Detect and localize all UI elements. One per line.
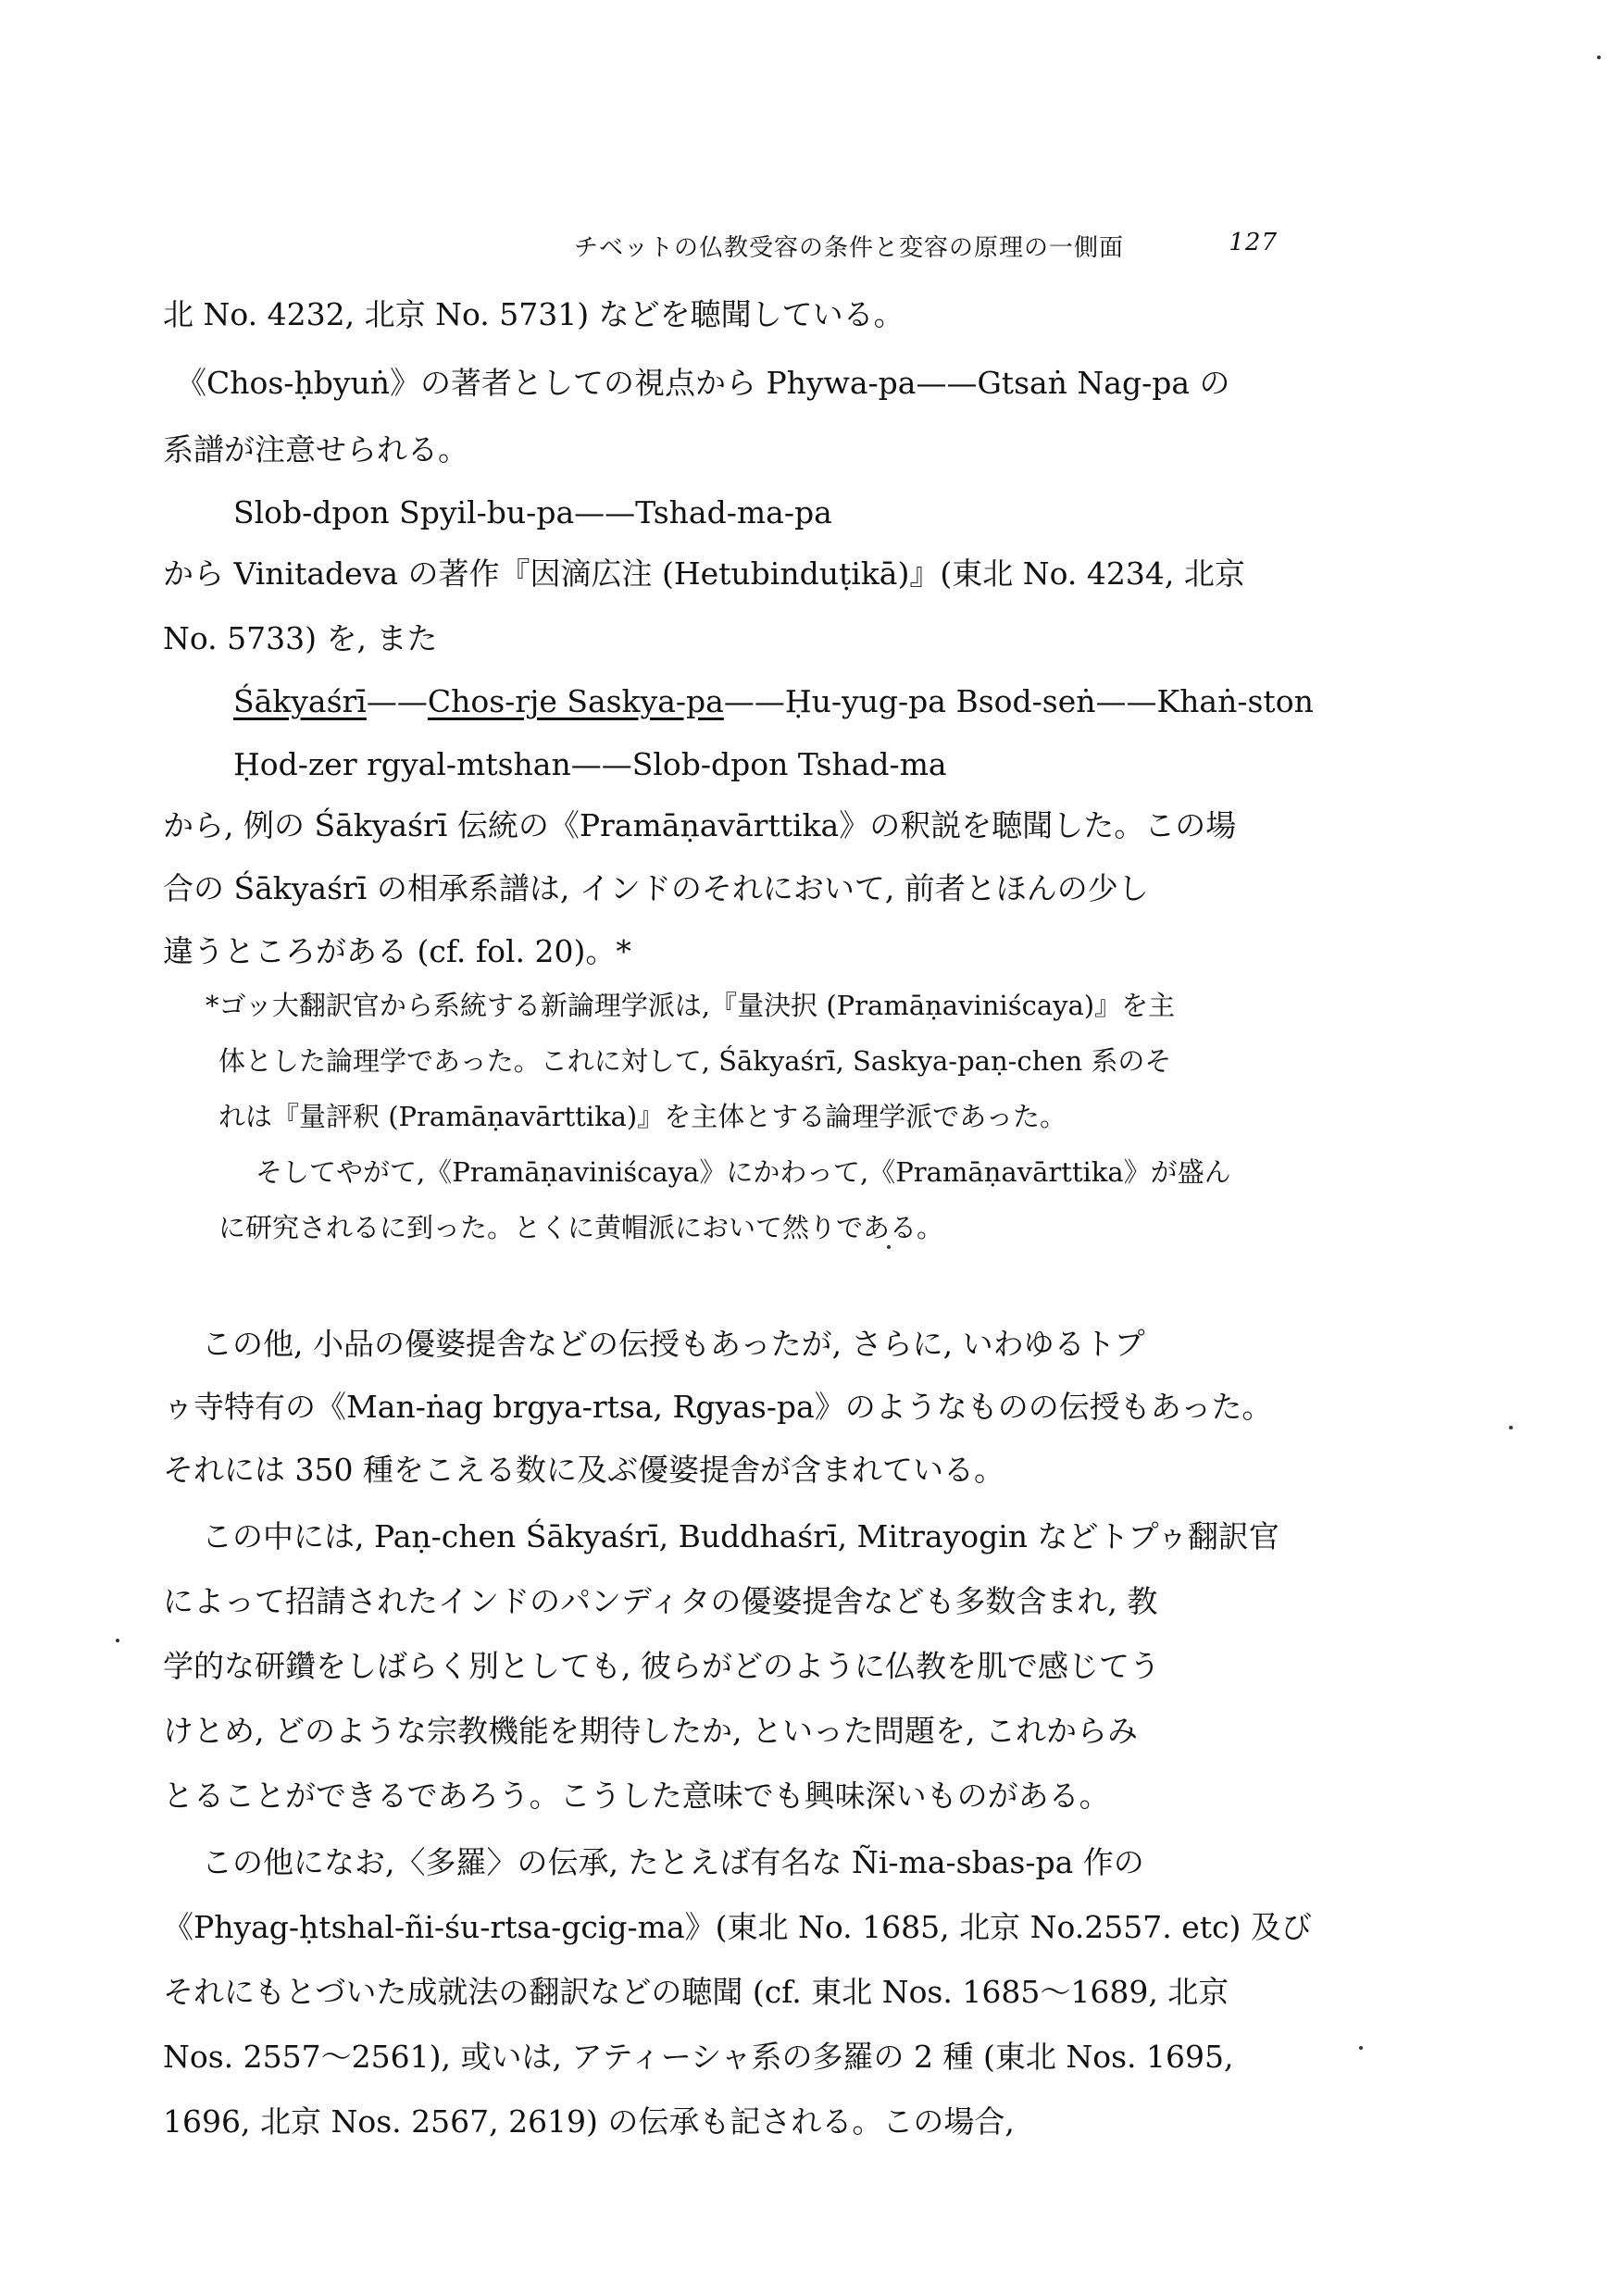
footnote-line: れは『量評釈 (Pramāṇavārttika)』を主体とする論理学派であった。 bbox=[218, 1101, 1067, 1132]
text-line: この中には, Paṇ-chen Śākyaśrī, Buddhaśrī, Mitrayogin などトプゥ翻訳官 bbox=[202, 1518, 1279, 1554]
footnote-line: *ゴッ大翻訳官から系統する新論理学派は,『量決択 (Pramāṇaviniścaya)』を主 bbox=[206, 990, 1176, 1021]
footnote-line: に研究されるに到った。とくに黄帽派において然りである。 bbox=[218, 1212, 944, 1243]
scan-speck bbox=[1359, 2046, 1363, 2050]
lineage-line bbox=[233, 681, 1314, 722]
text-line: 系譜が注意せられる。 bbox=[163, 431, 468, 468]
text-line: けとめ, どのような宗教機能を期待したか, といった問題を, これからみ bbox=[163, 1713, 1138, 1749]
scan-speck bbox=[1597, 56, 1601, 59]
text-line: 《Phyag-ḥtshal-ñi-śu-rtsa-gcig-ma》(東北 No. 1685, 北京 No.2557. etc) 及び bbox=[163, 1909, 1312, 1945]
lineage-name-underlined: Śākyaśrī bbox=[233, 683, 367, 719]
text-line: によって招請されたインドのパンディタの優婆提舎なども多数含まれ, 教 bbox=[163, 1583, 1158, 1619]
footnote-line: 体とした論理学であった。これに対して, Śākyaśrī, Saskya-paṇ-chen 系のそ bbox=[218, 1045, 1172, 1077]
scan-speck bbox=[887, 1245, 891, 1249]
text-line: Nos. 2557～2561), 或いは, アティーシャ系の多羅の 2 種 (東北 Nos. 1695, bbox=[163, 2039, 1234, 2075]
lineage-rest: ——Ḥu-yug-pa Bsod-seṅ——Khaṅ-ston bbox=[723, 683, 1314, 719]
page-number: 127 bbox=[1229, 229, 1278, 256]
text-line: それにもとづいた成就法の翻訳などの聴聞 (cf. 東北 Nos. 1685～1689, 北京 bbox=[163, 1974, 1229, 2010]
running-header bbox=[574, 229, 1278, 263]
text-line: No. 5733) を, また bbox=[163, 620, 438, 656]
text-line: 1696, 北京 Nos. 2567, 2619) の伝承も記される。この場合, bbox=[163, 2103, 1015, 2140]
text-line: 合の Śākyaśrī の相承系譜は, インドのそれにおいて, 前者とほんの少し bbox=[163, 870, 1149, 906]
text-line: 違うところがある (cf. fol. 20)。* bbox=[163, 933, 631, 969]
text-line: から, 例の Śākyaśrī 伝統の《Pramāṇavārttika》の釈説を聴聞した。この場 bbox=[163, 807, 1237, 843]
lineage-line: Ḥod-zer rgyal-mtshan——Slob-dpon Tshad-ma bbox=[233, 746, 947, 782]
text-line: ゥ寺特有の《Man-ṅag brgya-rtsa, Rgyas-pa》のようなものの伝授もあった。 bbox=[163, 1389, 1273, 1425]
text-line: この他, 小品の優婆提舎などの伝授もあったが, さらに, いわゆるトプ bbox=[202, 1326, 1145, 1362]
scan-speck bbox=[1509, 1426, 1513, 1429]
running-title: チベットの仏教受容の条件と変容の原理の一側面 bbox=[574, 234, 1125, 262]
text-line: とることができるであろう。こうした意味でも興味深いものがある。 bbox=[163, 1778, 1110, 1814]
footnote-line: そしてやがて,《Pramāṇaviniścaya》にかわって,《Pramāṇavārttika》が盛ん bbox=[256, 1156, 1231, 1188]
text-line: それには 350 種をこえる数に及ぶ優婆提舎が含まれている。 bbox=[163, 1452, 1004, 1488]
text-line: から Vinitadeva の著作『因滴広注 (Hetubinduṭikā)』(東北 No. 4234, 北京 bbox=[163, 555, 1245, 592]
text-line: 北 No. 4232, 北京 No. 5731) などを聴聞している。 bbox=[163, 296, 905, 332]
scan-speck bbox=[116, 1639, 119, 1642]
lineage-dash: —— bbox=[366, 683, 428, 719]
text-line: この他になお,〈多羅〉の伝承, たとえば有名な Ñi-ma-sbas-pa 作の bbox=[202, 1844, 1144, 1880]
lineage-line: Slob-dpon Spyil-bu-pa——Tshad-ma-pa bbox=[233, 494, 832, 530]
text-line: 《Chos-ḥbyuṅ》の著者としての視点から Phywa-pa——Gtsaṅ Nag-pa の bbox=[176, 365, 1230, 401]
lineage-name-underlined: Chos-rje Saskya-pa bbox=[427, 683, 724, 719]
text-line: 学的な研鑽をしばらく別としても, 彼らがどのように仏教を肌で感じてう bbox=[163, 1648, 1160, 1684]
